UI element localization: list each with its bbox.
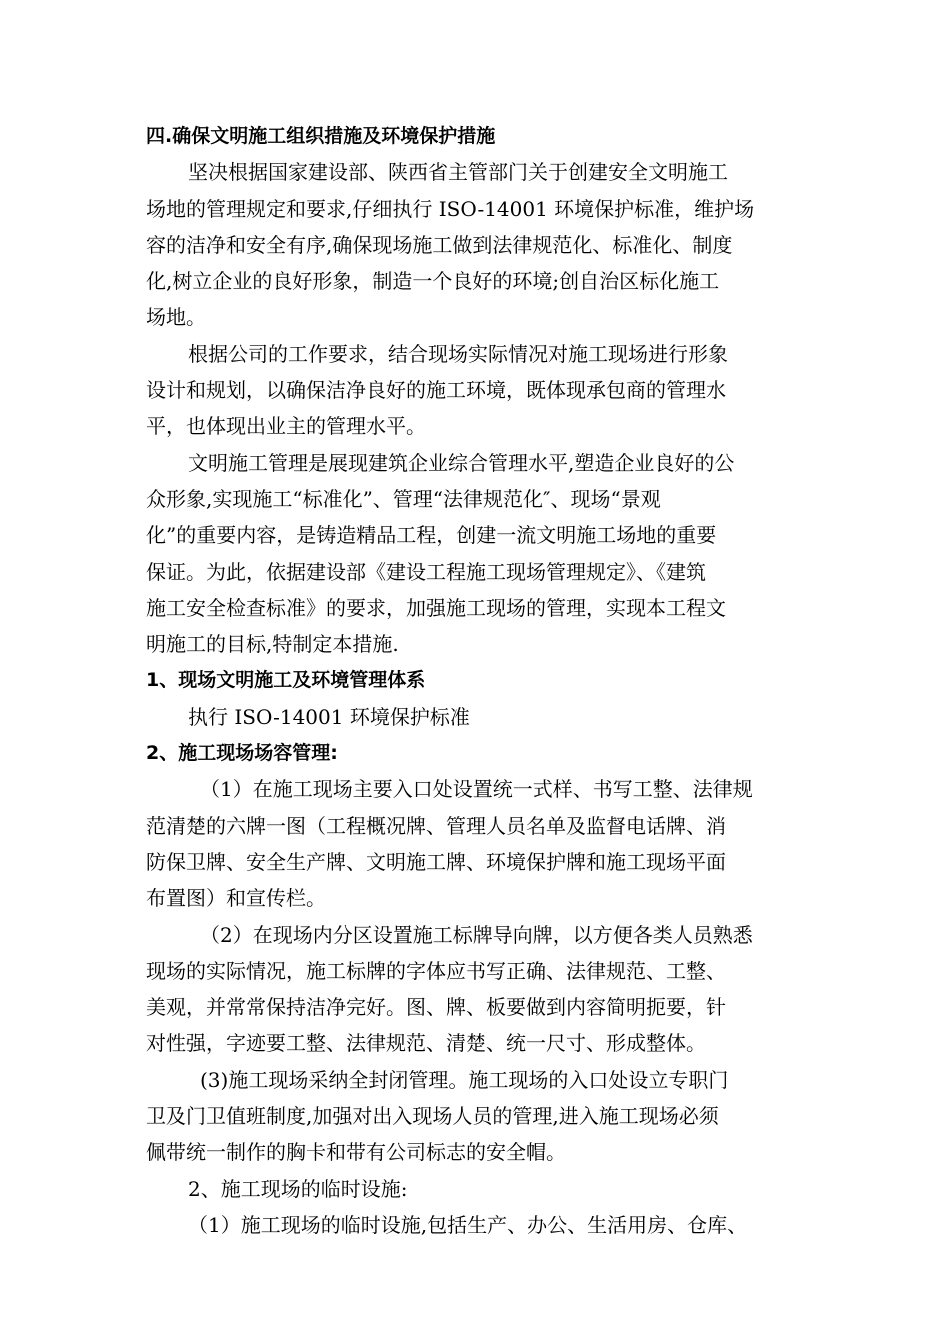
- paragraph-line: 容的洁净和安全有序,确保现场施工做到法律规范化、标准化、制度: [146, 232, 733, 257]
- paragraph-line: 2、施工现场的临时设施:: [188, 1176, 408, 1201]
- paragraph-line: 现场的实际情况，施工标牌的字体应书写正确、法律规范、工整、: [146, 958, 726, 983]
- paragraph-line: (3)施工现场采纳全封闭管理。施工现场的入口处设立专职门: [200, 1067, 729, 1092]
- document-body: [146, 118, 810, 1243]
- paragraph-line: 坚决根据国家建设部、陕西省主管部门关于创建安全文明施工: [188, 160, 728, 185]
- paragraph-line: 卫及门卫值班制度,加强对出入现场人员的管理,进入施工现场必须: [146, 1104, 719, 1129]
- paragraph-line: 平，也体现出业主的管理水平。: [146, 414, 426, 439]
- paragraph-line: 施工安全检查标准》的要求，加强施工现场的管理，实现本工程文: [146, 595, 726, 620]
- paragraph-line: 布置图）和宣传栏。: [146, 886, 326, 911]
- paragraph-line: 文明施工管理是展现建筑企业综合管理水平,塑造企业良好的公: [188, 450, 735, 475]
- paragraph-line: 设计和规划，以确保洁净良好的施工环境，既体现承包商的管理水: [146, 378, 726, 403]
- paragraph-line: （2）在现场内分区设置施工标牌导向牌，以方便各类人员熟悉: [200, 922, 753, 947]
- paragraph-line: 美观，并常常保持洁净完好。图、牌、板要做到内容简明扼要，针: [146, 995, 726, 1020]
- paragraph-line: （1）在施工现场主要入口处设置统一式样、书写工整、法律规: [200, 777, 753, 802]
- paragraph-line: 化,树立企业的良好形象，制造一个良好的环境;创自治区标化施工: [146, 269, 720, 294]
- paragraph-line: 明施工的目标,特制定本措施.: [146, 632, 399, 657]
- paragraph-line: 场地的管理规定和要求,仔细执行 ISO-14001 环境保护标准，维护场: [146, 196, 755, 221]
- paragraph-line: （1）施工现场的临时设施,包括生产、办公、生活用房、仓库、: [188, 1212, 748, 1237]
- paragraph-line: 执行 ISO-14001 环境保护标准: [188, 704, 470, 729]
- paragraph-line: 范清楚的六牌一图（工程概况牌、管理人员名单及监督电话牌、消: [146, 813, 726, 838]
- section-heading: 四.确保文明施工组织措施及环境保护措施: [146, 125, 496, 147]
- paragraph-line: 保证。为此，依据建设部《建设工程施工现场管理规定》、《建筑: [146, 559, 706, 584]
- subsection-heading: 1、现场文明施工及环境管理体系: [146, 669, 426, 692]
- paragraph-line: 众形象,实现施工“标准化”、管理“法律规范化″、现场“景观: [146, 486, 661, 511]
- paragraph-line: 场地。: [146, 305, 206, 330]
- paragraph-line: 化”的重要内容，是铸造精品工程，创建一流文明施工场地的重要: [146, 523, 717, 548]
- paragraph-line: 佩带统一制作的胸卡和带有公司标志的安全帽。: [146, 1140, 566, 1165]
- paragraph-line: 防保卫牌、安全生产牌、文明施工牌、环境保护牌和施工现场平面: [146, 849, 726, 874]
- subsection-heading: 2、施工现场场容管理:: [146, 742, 338, 765]
- paragraph-line: 根据公司的工作要求，结合现场实际情况对施工现场进行形象: [188, 341, 728, 366]
- paragraph-line: 对性强，字迹要工整、法律规范、清楚、统一尺寸、形成整体。: [146, 1031, 706, 1056]
